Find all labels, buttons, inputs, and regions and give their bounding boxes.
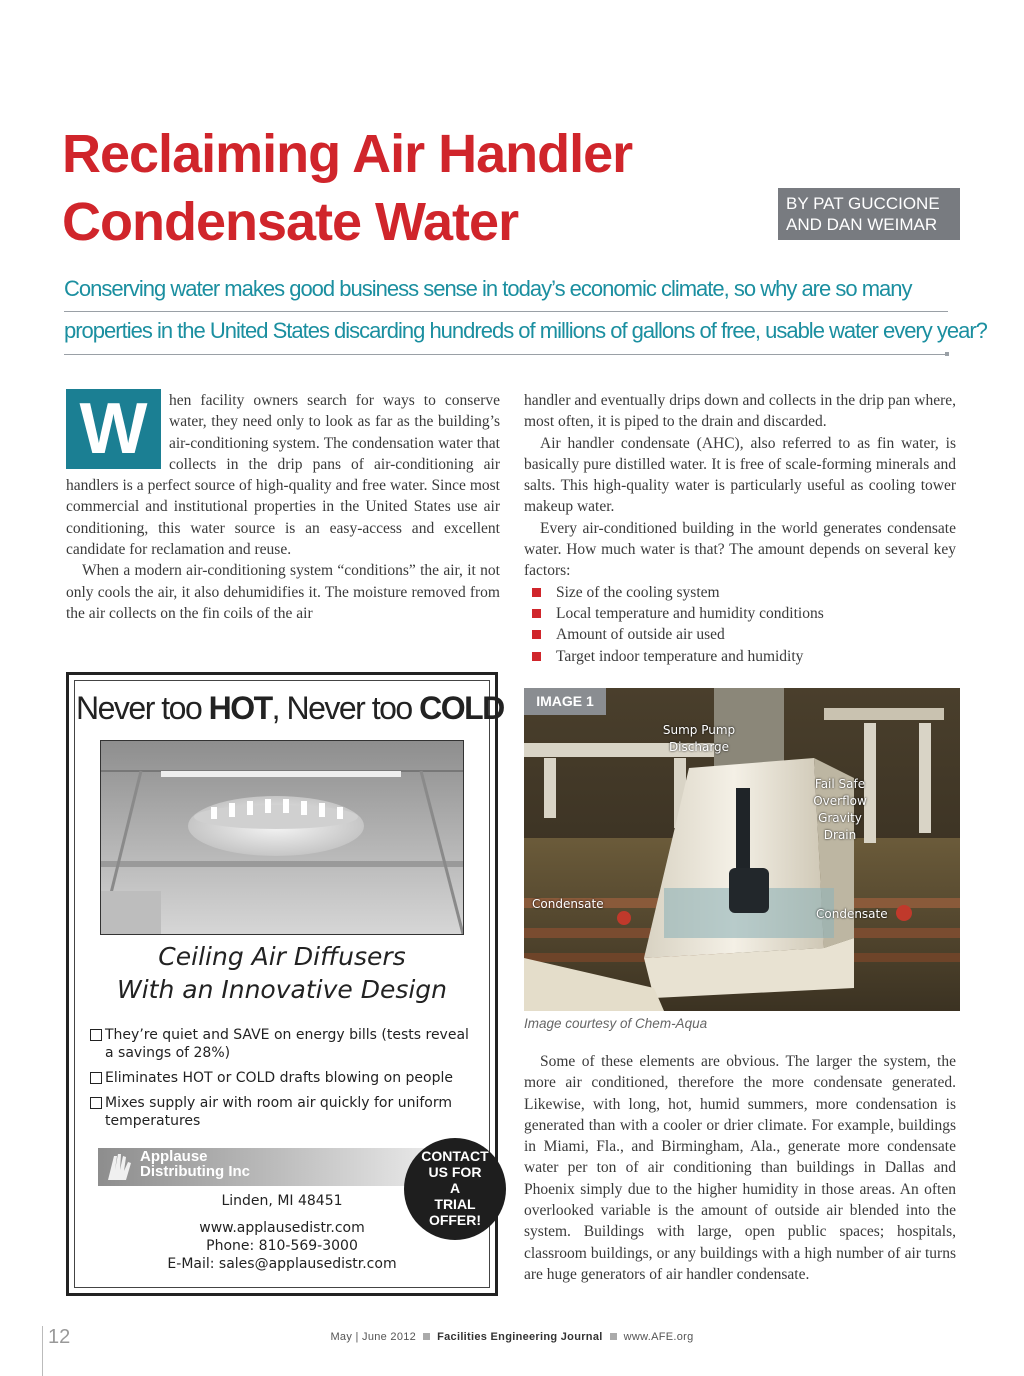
deck-rule-1	[64, 311, 948, 312]
ad-subheadline	[76, 940, 488, 1006]
ad-phone: Phone: 810-569-3000	[206, 1238, 358, 1254]
diffuser-illustration	[101, 741, 463, 934]
list-item: Amount of outside air used	[524, 624, 956, 645]
separator-icon	[610, 1333, 617, 1340]
hands-icon	[104, 1150, 138, 1189]
trial-offer-badge	[404, 1138, 506, 1240]
separator-icon	[423, 1333, 430, 1340]
ad-email[interactable]: E-Mail: sales@applausedistr.com	[167, 1256, 397, 1272]
callout-line: Sump Pump	[662, 723, 736, 737]
ad-headline	[76, 690, 504, 727]
ceiling-diffuser-photo	[100, 740, 464, 935]
benefit-text: They’re quiet and SAVE on energy bills (tests reveal a savings of 28%)	[105, 1027, 469, 1061]
list-item	[90, 1069, 480, 1087]
callout-line: Gravity	[818, 811, 862, 825]
badge-line: OFFER!	[428, 1212, 482, 1228]
callout-line: Drain	[823, 828, 857, 842]
ad-website[interactable]: www.applausedistr.com	[199, 1220, 365, 1236]
left-paragraph-2: When a modern air-conditioning system “conditions” the air, it not only cools the air, it also dehumidifies it. The moisture removed from the air collects on the fin coils of the air	[66, 562, 500, 622]
drop-cap: W	[66, 389, 161, 469]
article-title	[62, 120, 762, 256]
ad-benefit-list	[90, 1026, 480, 1137]
image-caption: Image courtesy of Chem-Aqua	[524, 1016, 708, 1031]
title-line-2: Condensate Water	[62, 192, 519, 252]
title-line-1: Reclaiming Air Handler	[62, 124, 633, 184]
page-number: 12	[48, 1326, 71, 1348]
byline-line-1: BY PAT GUCCIONE	[786, 194, 940, 213]
left-column	[66, 390, 500, 624]
byline	[778, 188, 960, 240]
logo-line: Distributing Inc	[140, 1163, 250, 1180]
logo-line: Applause	[140, 1148, 208, 1165]
badge-line: CONTACT	[421, 1148, 489, 1164]
footer-site[interactable]: www.AFE.org	[623, 1331, 694, 1343]
company-logo-text	[140, 1149, 250, 1179]
badge-line: US FOR	[428, 1164, 482, 1180]
callout-condensate-right: Condensate	[816, 907, 888, 921]
callout-line: Overflow	[813, 794, 867, 808]
image-label: IMAGE 1	[524, 688, 606, 715]
byline-line-2: AND DAN WEIMAR	[786, 215, 938, 234]
ad-headline-hot: HOT	[208, 690, 272, 726]
list-item: Target indoor temperature and humidity	[524, 646, 956, 667]
benefit-text: Mixes supply air with room air quickly for uniform temperatures	[105, 1095, 452, 1129]
badge-line	[404, 1180, 506, 1212]
right-paragraph-2: Air handler condensate (AHC), also referred to as fin water, is basically pure distilled water. It is free of scale-forming minerals and salts. This high-quality water is particularly useful as cooling tower makeup water.	[524, 434, 956, 516]
ad-city: Linden, MI 48451	[221, 1193, 343, 1209]
page-footer	[0, 1331, 1024, 1343]
factor-list	[524, 582, 956, 667]
list-item: Local temperature and humidity conditions	[524, 603, 956, 624]
list-item	[90, 1094, 480, 1130]
dropcap-spacer	[66, 390, 169, 472]
ad-subheadline-line: Ceiling Air Diffusers	[158, 942, 406, 971]
ad-subheadline-line: With an Innovative Design	[116, 975, 448, 1004]
ad-headline-part: Never too	[76, 690, 209, 726]
callout-sump-pump	[654, 722, 744, 756]
checkbox-icon	[90, 1072, 102, 1084]
badge-trial: TRIAL	[434, 1196, 476, 1212]
deck-line-1: Conserving water makes good business sense in today’s economic climate, so why are so many	[64, 276, 912, 301]
rule-end-marker	[945, 352, 949, 356]
callout-line: Discharge	[668, 740, 730, 754]
deck-rule-2	[64, 354, 948, 355]
footer-issue: May | June 2012	[330, 1331, 417, 1343]
right-paragraph-4: Some of these elements are obvious. The larger the system, the more air conditioned, therefore the more condensate generated. Likewise, with long, hot, humid summers, more condensation is generated than with a cooler or drier climate. For example, buildings in Miami, Fla., and Birmingham, Ala., generate more condensate water per ton of air conditioning than buildings in Dallas and Phoenix simply due to the higher humidity in those areas. An often overlooked variable is the amount of outside air blended into the system. Buildings with large, open public spaces; hospitals, classroom buildings, or any buildings with a high number of air turns are huge generators of air handler condensate.	[524, 1053, 956, 1283]
callout-fail-safe	[800, 776, 880, 844]
list-item	[90, 1026, 480, 1062]
ad-headline-part: , Never too	[271, 690, 420, 726]
benefit-text: Eliminates HOT or COLD drafts blowing on people	[105, 1070, 453, 1086]
right-paragraph-1: handler and eventually drips down and collects in the drip pan where, most often, it is piped to the drain and discarded.	[524, 392, 956, 431]
ad-headline-cold: COLD	[419, 690, 504, 726]
right-paragraph-3: Every air-conditioned building in the world generates condensate water. How much water is that? The amount depends on several key factors:	[524, 519, 956, 580]
badge-part: A	[449, 1180, 461, 1196]
deck-line-2: properties in the United States discarding hundreds of millions of gallons of free, usable water every year?	[64, 318, 987, 343]
footer-journal: Facilities Engineering Journal	[437, 1331, 603, 1343]
left-paragraph-1: hen facility owners search for ways to conserve water, they need only to look as far as the building’s air-conditioning system. The condensation water that collects in the drip pans of air-conditioning air handlers is a perfect source of high-quality and free water. Since most commercial and institutional properties in the United States use air conditioning, this water source is an easy-access and excellent candidate for reclamation and reuse.	[66, 392, 500, 559]
right-column-bottom	[524, 1051, 956, 1285]
checkbox-icon	[90, 1029, 102, 1041]
checkbox-icon	[90, 1097, 102, 1109]
list-item: Size of the cooling system	[524, 582, 956, 603]
callout-condensate-left: Condensate	[532, 897, 604, 911]
right-column-top	[524, 390, 956, 667]
callout-line: Fail Safe	[814, 777, 866, 791]
